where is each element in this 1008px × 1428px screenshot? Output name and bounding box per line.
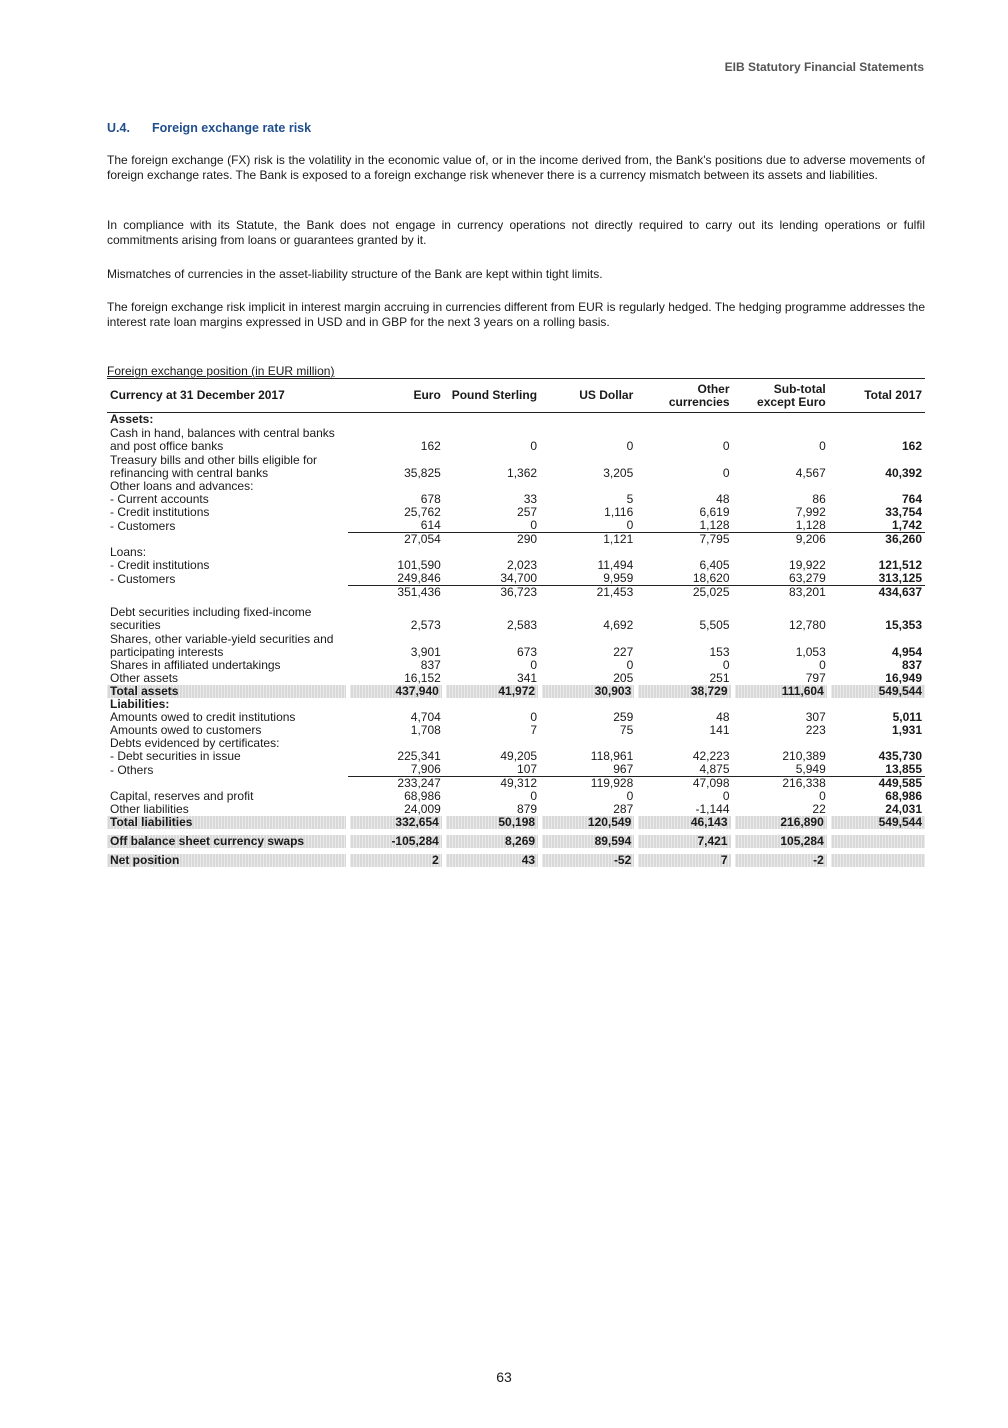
- row-value: 0: [722, 466, 730, 480]
- fx-position-table: [107, 378, 925, 867]
- row-value: 0: [530, 518, 538, 532]
- row-value: 6,619: [699, 505, 730, 519]
- row-value: -105,284: [348, 835, 444, 848]
- row-value: 1,742: [891, 518, 922, 532]
- row-value: 227: [613, 645, 634, 659]
- row-label: - Others: [110, 762, 154, 777]
- table-row: [107, 777, 925, 791]
- column-header: Sub-total except Euro: [733, 379, 829, 413]
- row-label: - Debt securities in issue: [110, 749, 241, 763]
- row-value: 257: [517, 505, 538, 519]
- row-value: 9,959: [603, 571, 634, 585]
- row-value: 18,620: [692, 571, 730, 585]
- row-value: 4,704: [410, 710, 441, 724]
- row-value: 63,279: [789, 571, 826, 585]
- row-value: 25,762: [404, 505, 441, 519]
- column-header: Other currencies: [636, 379, 732, 413]
- row-value: 673: [517, 645, 538, 659]
- row-value: 1,362: [507, 466, 538, 480]
- row-value: 68,986: [404, 789, 441, 803]
- row-label: Debts evidenced by certificates:: [110, 736, 280, 750]
- row-value: 0: [530, 789, 538, 803]
- row-label: Total liabilities: [107, 816, 348, 829]
- row-value: 1,128: [699, 518, 730, 532]
- row-value: 251: [709, 671, 730, 685]
- row-value: 38,729: [636, 685, 732, 698]
- table-row: [107, 632, 925, 659]
- row-label: Treasury bills and other bills eligible for refinancing with central banks: [110, 453, 317, 480]
- row-value: 5,505: [699, 618, 730, 632]
- row-value: 15,353: [885, 618, 922, 632]
- row-value: 249,846: [397, 571, 441, 585]
- row-value: 49,205: [500, 749, 538, 763]
- row-value: 41,972: [444, 685, 540, 698]
- row-value: 48: [716, 710, 730, 724]
- row-value: 4,875: [699, 762, 730, 776]
- row-value: 11,494: [597, 558, 634, 572]
- row-value: 42,223: [692, 749, 730, 763]
- row-value: 49,312: [444, 777, 540, 791]
- row-value: 7,906: [410, 762, 441, 776]
- row-value: 27,054: [348, 533, 444, 547]
- row-value: 36,723: [444, 586, 540, 600]
- row-value: 0: [722, 439, 730, 453]
- row-value: 30,903: [540, 685, 636, 698]
- row-value: 68,986: [885, 789, 922, 803]
- column-header: Total 2017: [829, 379, 925, 413]
- row-label: Loans:: [110, 545, 147, 559]
- row-value: 879: [517, 802, 538, 816]
- row-value: 549,544: [829, 816, 925, 829]
- row-label: Other liabilities: [110, 802, 189, 816]
- row-value: 7,795: [636, 533, 732, 547]
- row-label: Liabilities:: [110, 697, 170, 711]
- table-caption: Foreign exchange position (in EUR million): [107, 364, 335, 378]
- row-value: [829, 835, 925, 848]
- row-label: Net position: [107, 854, 348, 867]
- row-value: 33,754: [885, 505, 922, 519]
- row-value: 12,780: [789, 618, 826, 632]
- table-row: [107, 519, 925, 533]
- row-value: 0: [626, 658, 634, 672]
- row-value: [829, 854, 925, 867]
- row-value: 16,152: [404, 671, 441, 685]
- table-section-heading: [107, 413, 925, 427]
- row-label: - Credit institutions: [110, 505, 210, 519]
- row-value: 16,949: [885, 671, 922, 685]
- row-value: 36,260: [829, 533, 925, 547]
- row-value: 13,855: [885, 762, 922, 776]
- row-value: 1,053: [795, 645, 826, 659]
- row-value: 216,890: [733, 816, 829, 829]
- row-value: 678: [420, 492, 441, 506]
- row-value: 21,453: [540, 586, 636, 600]
- row-label: Other loans and advances:: [110, 479, 254, 493]
- row-value: 290: [444, 533, 540, 547]
- row-value: 233,247: [348, 777, 444, 791]
- row-value: 119,928: [540, 777, 636, 791]
- table-row: [107, 453, 925, 480]
- row-value: 121,512: [878, 558, 922, 572]
- row-label: Off balance sheet currency swaps: [107, 835, 348, 848]
- row-value: 2,583: [507, 618, 538, 632]
- row-value: 35,825: [404, 466, 441, 480]
- table-row: [107, 572, 925, 586]
- row-value: 0: [819, 439, 826, 453]
- paragraph: In compliance with its Statute, the Bank does not engage in currency operations not directly required to carry out its lending operations or fulfil commitments arising from loans or guarantees granted by it.: [107, 218, 925, 247]
- row-value: 5,949: [795, 762, 826, 776]
- row-value: 75: [619, 723, 634, 737]
- row-value: 111,604: [733, 685, 829, 698]
- section-heading: Foreign exchange rate risk: [152, 121, 312, 135]
- row-value: 40,392: [885, 466, 922, 480]
- row-value: 153: [709, 645, 730, 659]
- row-value: 837: [901, 658, 922, 672]
- row-value: 8,269: [444, 835, 540, 848]
- row-value: 0: [819, 658, 826, 672]
- row-value: 47,098: [636, 777, 732, 791]
- paragraph: Mismatches of currencies in the asset-liability structure of the Bank are kept within tight limits.: [107, 267, 603, 281]
- row-value: 0: [530, 710, 538, 724]
- row-value: 2,573: [410, 618, 441, 632]
- row-label: Total assets: [107, 685, 348, 698]
- row-value: 162: [420, 439, 441, 453]
- row-value: 162: [901, 439, 922, 453]
- row-label: Amounts owed to credit institutions: [110, 710, 296, 724]
- column-header: Euro: [348, 379, 444, 413]
- row-value: 3,205: [603, 466, 634, 480]
- row-label: Debt securities including fixed-income securities: [110, 605, 312, 632]
- row-value: 837: [420, 658, 441, 672]
- section-number: U.4.: [107, 121, 130, 135]
- row-value: 24,009: [404, 802, 441, 816]
- row-value: 341: [517, 671, 538, 685]
- row-value: 210,389: [782, 749, 826, 763]
- row-value: 7: [530, 723, 538, 737]
- row-value: 120,549: [540, 816, 636, 829]
- row-value: 1,931: [891, 723, 922, 737]
- row-label: Amounts owed to customers: [110, 723, 262, 737]
- table-header-row: [107, 379, 925, 413]
- row-value: 4,567: [795, 466, 826, 480]
- paragraph: The foreign exchange risk implicit in interest margin accruing in currencies different from EUR is regularly hedged. The hedging programme addresses the interest rate loan margins expressed in USD and in GBP for the next 3 years on a rolling basis.: [107, 300, 925, 329]
- table-row: [107, 816, 925, 829]
- table-row: [107, 835, 925, 848]
- row-value: 89,594: [540, 835, 636, 848]
- table-row: [107, 685, 925, 698]
- row-label: - Credit institutions: [110, 558, 210, 572]
- row-value: 6,405: [699, 558, 730, 572]
- row-value: 614: [420, 518, 441, 532]
- paragraph: The foreign exchange (FX) risk is the volatility in the economic value of, or in the income derived from, the Bank's positions due to adverse movements of foreign exchange rates. The Bank is exposed to a foreign exchange risk whenever there is a currency mismatch between its assets and liabilities.: [107, 153, 925, 182]
- column-header: US Dollar: [540, 379, 636, 413]
- row-value: -1,144: [695, 802, 730, 816]
- table-row: [107, 605, 925, 632]
- row-value: 797: [805, 671, 826, 685]
- row-value: 1,708: [410, 723, 441, 737]
- row-value: 4,692: [603, 618, 634, 632]
- row-value: -2: [733, 854, 829, 867]
- row-value: 307: [805, 710, 826, 724]
- row-value: 549,544: [829, 685, 925, 698]
- row-value: -52: [540, 854, 636, 867]
- row-value: 19,922: [789, 558, 826, 572]
- row-value: 313,125: [878, 571, 922, 585]
- row-value: 24,031: [885, 802, 922, 816]
- row-label: Capital, reserves and profit: [110, 789, 254, 803]
- table-row: [107, 763, 925, 777]
- row-label: - Current accounts: [110, 492, 209, 506]
- row-label: - Customers: [110, 571, 176, 586]
- row-value: 107: [517, 762, 538, 776]
- section-title: [107, 121, 311, 135]
- row-value: 764: [901, 492, 922, 506]
- row-label: Shares, other variable-yield securities and participating interests: [110, 632, 334, 659]
- row-value: 0: [626, 518, 634, 532]
- table-section-heading: [107, 480, 925, 493]
- table-row: [107, 790, 925, 803]
- row-value: 141: [709, 723, 730, 737]
- row-value: 225,341: [397, 749, 441, 763]
- row-value: 5: [626, 492, 634, 506]
- table-row: [107, 854, 925, 867]
- row-value: 223: [805, 723, 826, 737]
- page-number: 63: [496, 1369, 512, 1385]
- row-value: 34,700: [500, 571, 538, 585]
- row-value: 434,637: [829, 586, 925, 600]
- row-value: 46,143: [636, 816, 732, 829]
- row-label: Shares in affiliated undertakings: [110, 658, 281, 672]
- table-row: [107, 586, 925, 600]
- row-value: 43: [444, 854, 540, 867]
- row-value: 83,201: [733, 586, 829, 600]
- row-value: 101,590: [397, 558, 441, 572]
- row-label: Assets:: [110, 412, 154, 426]
- row-value: 1,121: [540, 533, 636, 547]
- row-value: 7,992: [795, 505, 826, 519]
- row-value: 435,730: [878, 749, 922, 763]
- row-value: 1,116: [604, 505, 634, 519]
- row-value: 7,421: [636, 835, 732, 848]
- row-value: 1,128: [795, 518, 826, 532]
- row-value: 437,940: [348, 685, 444, 698]
- row-label: [107, 533, 348, 547]
- row-value: 0: [626, 439, 634, 453]
- row-value: 259: [613, 710, 634, 724]
- row-value: 0: [722, 658, 730, 672]
- row-value: 118,961: [590, 749, 634, 763]
- column-header: Currency at 31 December 2017: [107, 379, 348, 413]
- row-value: 25,025: [636, 586, 732, 600]
- column-header: Pound Sterling: [444, 379, 540, 413]
- row-value: 0: [626, 789, 634, 803]
- row-value: 5,011: [892, 710, 922, 724]
- row-value: 967: [613, 762, 634, 776]
- row-value: 105,284: [733, 835, 829, 848]
- row-value: 0: [530, 439, 538, 453]
- row-value: 0: [722, 789, 730, 803]
- row-value: 7: [636, 854, 732, 867]
- row-value: 2,023: [507, 558, 538, 572]
- row-value: 86: [812, 492, 826, 506]
- table-row: [107, 426, 925, 453]
- row-value: 287: [613, 802, 634, 816]
- row-value: 33: [523, 492, 538, 506]
- row-label: [107, 777, 348, 791]
- row-value: 0: [530, 658, 538, 672]
- table-row: [107, 659, 925, 672]
- row-value: 449,585: [829, 777, 925, 791]
- row-value: 22: [812, 802, 826, 816]
- document-header: EIB Statutory Financial Statements: [724, 60, 924, 74]
- row-value: 9,206: [733, 533, 829, 547]
- row-value: 216,338: [733, 777, 829, 791]
- row-label: Cash in hand, balances with central banks and post office banks: [110, 426, 335, 453]
- row-value: 205: [613, 671, 634, 685]
- row-value: 50,198: [444, 816, 540, 829]
- row-value: 2: [348, 854, 444, 867]
- row-label: - Customers: [110, 518, 176, 533]
- row-value: 4,954: [891, 645, 922, 659]
- row-label: [107, 586, 348, 600]
- row-label: Other assets: [110, 671, 179, 685]
- row-value: 48: [716, 492, 730, 506]
- table-row: [107, 533, 925, 547]
- row-value: 3,901: [410, 645, 441, 659]
- row-value: 0: [819, 789, 826, 803]
- row-value: 332,654: [348, 816, 444, 829]
- row-value: 351,436: [348, 586, 444, 600]
